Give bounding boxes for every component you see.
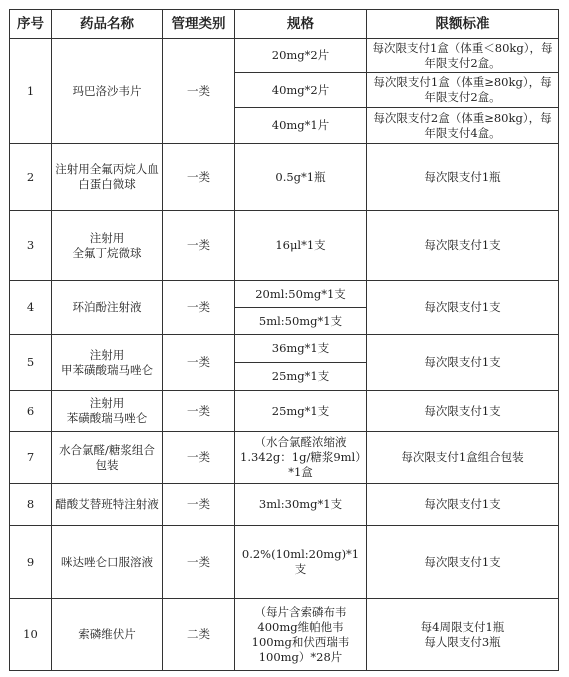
row-index: 5 xyxy=(10,335,52,391)
drug-name: 环泊酚注射液 xyxy=(52,281,163,335)
limit: 每次限支付1支 xyxy=(367,484,559,526)
drug-name: 注射用全氟丙烷人血白蛋白微球 xyxy=(52,144,163,211)
header-index: 序号 xyxy=(10,10,52,39)
row-index: 10 xyxy=(10,599,52,671)
table-row xyxy=(10,281,559,308)
drug-name: 醋酸艾替班特注射液 xyxy=(52,484,163,526)
table-row xyxy=(10,211,559,281)
category: 一类 xyxy=(163,484,235,526)
header-category: 管理类别 xyxy=(163,10,235,39)
table-row xyxy=(10,484,559,526)
spec: 40mg*1片 xyxy=(235,108,367,144)
row-index: 4 xyxy=(10,281,52,335)
spec: 20mg*2片 xyxy=(235,39,367,73)
limit: 每次限支付1盒（体重＜80kg），每年限支付2盒。 xyxy=(367,39,559,73)
limit: 每4周限支付1瓶 每人限支付3瓶 xyxy=(367,599,559,671)
spec: 25mg*1支 xyxy=(235,363,367,391)
row-index: 1 xyxy=(10,39,52,144)
drug-table-container xyxy=(9,9,559,671)
table-row xyxy=(10,335,559,363)
limit: 每次限支付1支 xyxy=(367,211,559,281)
table-row xyxy=(10,391,559,432)
row-index: 3 xyxy=(10,211,52,281)
drug-name: 注射用 全氟丁烷微球 xyxy=(52,211,163,281)
row-index: 9 xyxy=(10,526,52,599)
table-row xyxy=(10,526,559,599)
spec: 40mg*2片 xyxy=(235,73,367,108)
category: 一类 xyxy=(163,39,235,144)
header-drug-name: 药品名称 xyxy=(52,10,163,39)
drug-name: 索磷维伏片 xyxy=(52,599,163,671)
spec: 5ml:50mg*1支 xyxy=(235,308,367,335)
category: 一类 xyxy=(163,526,235,599)
spec: 25mg*1支 xyxy=(235,391,367,432)
category: 一类 xyxy=(163,391,235,432)
category: 二类 xyxy=(163,599,235,671)
drug-name: 水合氯醛/糖浆组合包装 xyxy=(52,432,163,484)
drug-limit-table xyxy=(9,9,559,671)
spec: （水合氯醛浓缩液1.342g：1g/糖浆9ml）*1盒 xyxy=(235,432,367,484)
limit: 每次限支付1支 xyxy=(367,281,559,335)
category: 一类 xyxy=(163,335,235,391)
row-index: 6 xyxy=(10,391,52,432)
drug-name: 注射用 苯磺酸瑞马唑仑 xyxy=(52,391,163,432)
limit: 每次限支付1盒组合包装 xyxy=(367,432,559,484)
table-row xyxy=(10,144,559,211)
category: 一类 xyxy=(163,211,235,281)
spec: 36mg*1支 xyxy=(235,335,367,363)
row-index: 2 xyxy=(10,144,52,211)
table-row xyxy=(10,39,559,73)
limit: 每次限支付1瓶 xyxy=(367,144,559,211)
drug-name: 咪达唑仑口服溶液 xyxy=(52,526,163,599)
category: 一类 xyxy=(163,144,235,211)
limit: 每次限支付1支 xyxy=(367,335,559,391)
spec: 0.5g*1瓶 xyxy=(235,144,367,211)
spec: （每片含索磷布韦400mg维帕他韦100mg和伏西瑞韦100mg）*28片 xyxy=(235,599,367,671)
spec: 3ml:30mg*1支 xyxy=(235,484,367,526)
table-row xyxy=(10,599,559,671)
spec: 0.2%(10ml:20mg)*1支 xyxy=(235,526,367,599)
header-limit: 限额标准 xyxy=(367,10,559,39)
category: 一类 xyxy=(163,432,235,484)
table-row xyxy=(10,432,559,484)
header-spec: 规格 xyxy=(235,10,367,39)
row-index: 7 xyxy=(10,432,52,484)
limit: 每次限支付1支 xyxy=(367,526,559,599)
category: 一类 xyxy=(163,281,235,335)
limit: 每次限支付2盒（体重≥80kg），每年限支付4盒。 xyxy=(367,108,559,144)
spec: 16μl*1支 xyxy=(235,211,367,281)
spec: 20ml:50mg*1支 xyxy=(235,281,367,308)
limit: 每次限支付1盒（体重≥80kg），每年限支付2盒。 xyxy=(367,73,559,108)
limit: 每次限支付1支 xyxy=(367,391,559,432)
drug-name: 玛巴洛沙韦片 xyxy=(52,39,163,144)
row-index: 8 xyxy=(10,484,52,526)
table-header-row xyxy=(10,10,559,39)
drug-name: 注射用 甲苯磺酸瑞马唑仑 xyxy=(52,335,163,391)
